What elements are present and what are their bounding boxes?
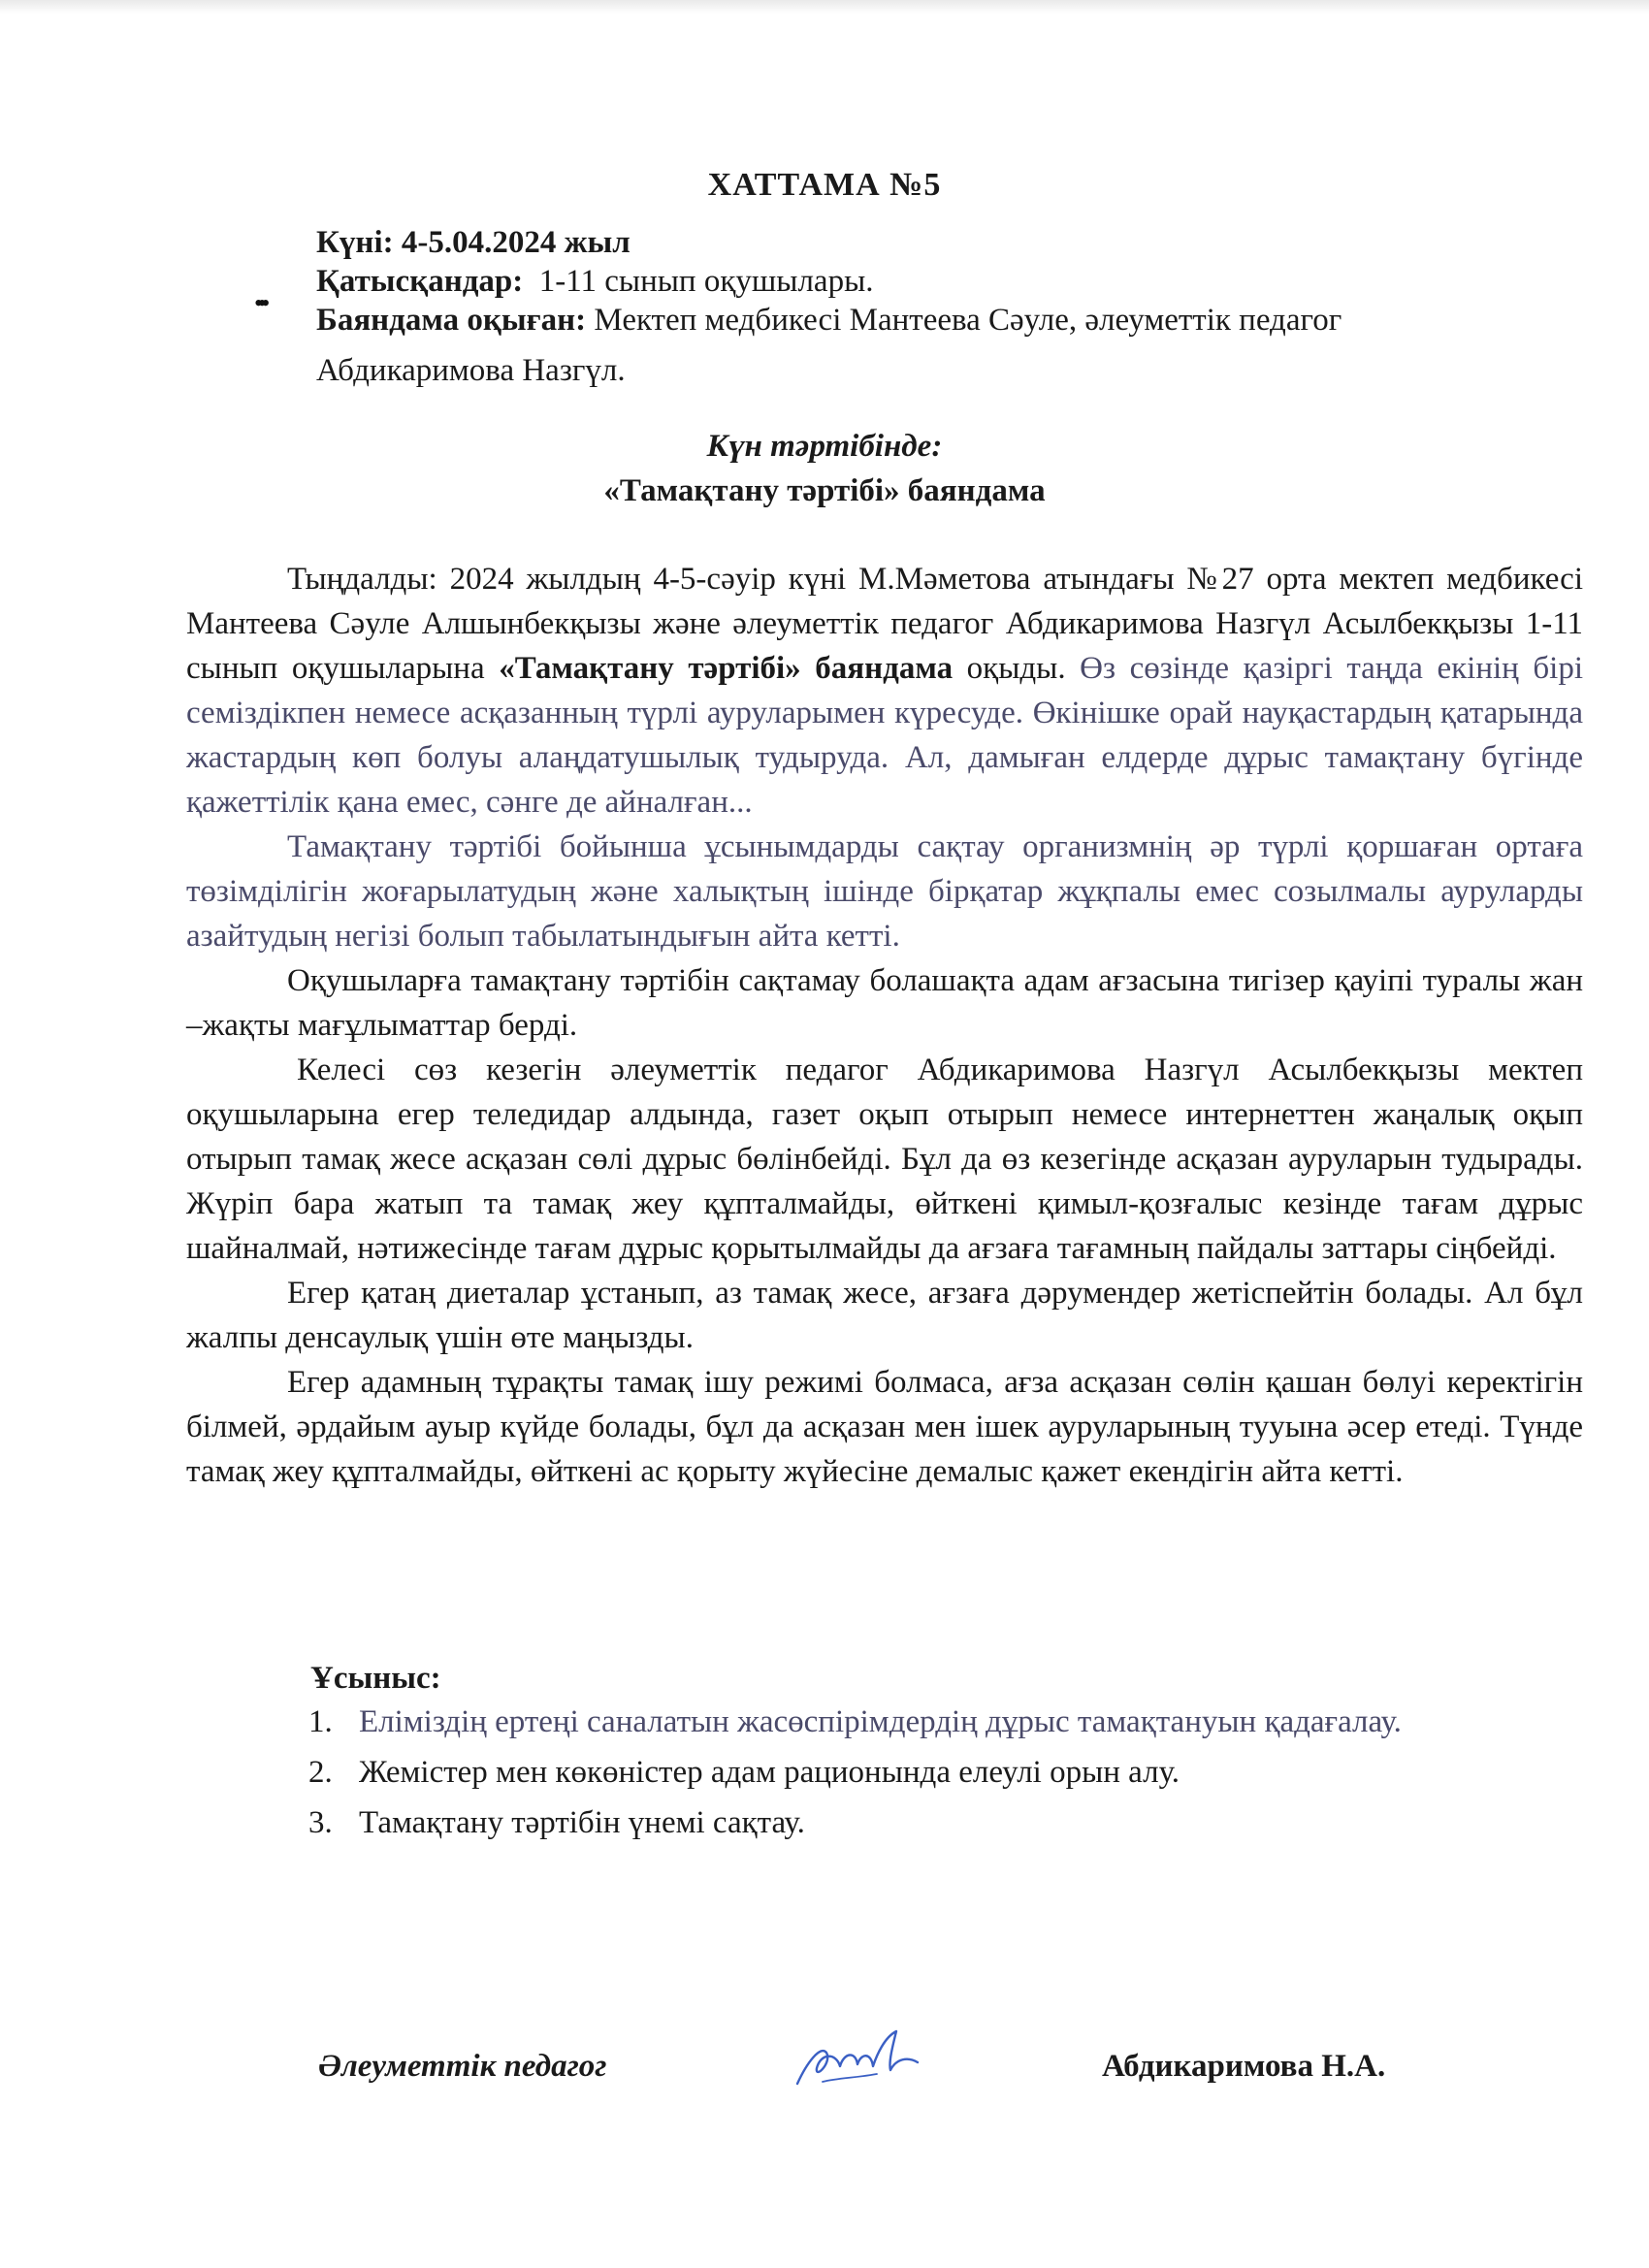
recommendations-list <box>308 1700 1472 1851</box>
paragraph-next-speaker: Келесі сөз кезегін әлеуметтік педагог Абдикаримова Назгүл Асылбекқызы мектеп оқушыларына егер теледидар алдында, газет оқып отырып немесе интернеттен жаңалық оқып отырып тамақ жесе асқазан сөлі дұрыс бөлінбейді. Бұл да өз кезегінде асқазан ауруларын тудырады. Жүріп бара жатып та тамақ жеу құпталмайды, өйткені қимыл-қозғалыс кезінде тағам дұрыс шайналмай, нәтижесінде тағам дұрыс қорытылмайды да ағзаға тағамның пайдалы заттары сіңбейді. <box>186 1053 1583 1266</box>
paragraph-students-info: Оқушыларға тамақтану тәртібін сақтамау болашақта адам ағзасына тигізер қауіпі туралы жан –жақты мағұлыматтар берді. <box>186 963 1583 1043</box>
list-item-text: Жемістер мен көкөністер адам рационында елеулі орын алу. <box>359 1755 1180 1790</box>
handwritten-signature <box>788 2024 933 2101</box>
reporter-label: Баяндама оқыған: <box>316 303 587 338</box>
signatory-role: Әлеуметтік педагог <box>318 2049 607 2084</box>
scan-top-edge <box>0 0 1649 14</box>
meta-reporter <box>316 295 1577 396</box>
list-item-number: 3. <box>308 1805 333 1840</box>
agenda-topic: «Тамақтану тәртібі» баяндама <box>603 473 1046 508</box>
scan-dots-mark: • • • <box>254 289 265 317</box>
list-item <box>308 1750 1472 1795</box>
paragraph-heard <box>186 557 1583 825</box>
paragraph-recommendations-note: Тамақтану тәртібі бойынша ұсынымдарды сақтау организмнің әр түрлі қоршаған ортаға төзімділігін жоғарылатудың және халықтың ішінде бірқатар жұқпалы емес созылмалы ауруларды азайтудың негізі болып табылатындығын айта кетті. <box>186 829 1583 954</box>
list-item-number: 1. <box>308 1704 333 1739</box>
date-label: Күні: 4-5.04.2024 жыл <box>316 225 630 260</box>
list-item <box>308 1800 1472 1845</box>
recommendations-heading: Ұсыныс: <box>310 1661 441 1696</box>
agenda-label: Күн тәртібінде: <box>706 429 943 464</box>
participants-label: Қатысқандар: <box>316 264 524 299</box>
participants-value: 1-11 сынып оқушылары. <box>538 264 874 299</box>
reporter-value-line2: Абдикаримова Назгүл. <box>316 353 626 388</box>
paragraph-diets: Егер қатаң диеталар ұстанып, аз тамақ жесе, ағзаға дәрумендер жетіспейтін болады. Ал бұл жалпы денсаулық үшін өте маңызды. <box>186 1276 1583 1355</box>
paragraph-heard-rest: Өз сөзінде қазіргі таңда екінің бірі семіздікпен немесе асқазанның түрлі ауруларымен күресуде. Өкінішке орай науқастардың қатарында жастардың көп болуы алаңдатушылық тудыруда. Ал, дамыған елдерде дұрыс тамақтану бүгінде қажеттілік қана емес, сәнге де айналған... <box>186 651 1584 820</box>
list-item-text: Тамақтану тәртібін үнемі сақтау. <box>359 1805 805 1840</box>
paragraph-regime: Егер адамның тұрақты тамақ ішу режимі болмаса, ағза асқазан сөлін қашан бөлуі керектігін білмей, әрдайым ауыр күйде болады, бұл да асқазан мен ішек ауруларының тууына әсер етеді. Түнде тамақ жеу құпталмайды, өйткені ас қорыту жүйесіне демалыс қажет екендігін айта кетті. <box>186 1365 1583 1489</box>
signatory-name: Абдикаримова Н.А. <box>1102 2049 1386 2084</box>
list-item-number: 2. <box>308 1755 333 1790</box>
paragraph-heard-bold: «Тамақтану тәртібі» баяндама <box>499 651 954 686</box>
document-title: ХАТТАМА №5 <box>707 167 942 203</box>
minutes-body <box>186 557 1583 1494</box>
reporter-value-line1: Мектеп медбикесі Мантеева Сәуле, әлеуметтік педагог <box>594 303 1342 338</box>
list-item-text: Еліміздің ертеңі саналатын жасөспірімдердің дұрыс тамақтануын қадағалау. <box>359 1704 1402 1739</box>
list-item <box>308 1700 1472 1744</box>
paragraph-heard-start: Тыңдалды: 2024 жылдың 4-5-сәуір күні М.Мәметова атындағы №27 орта мектеп медбикесі Мантеева Сәуле Алшынбекқызы және әлеуметтік педагог Абдикаримова Назгүл Асылбекқызы 1-11 сынып оқушыларына <box>186 562 1583 686</box>
paragraph-heard-mid: оқыды. <box>953 651 1081 686</box>
